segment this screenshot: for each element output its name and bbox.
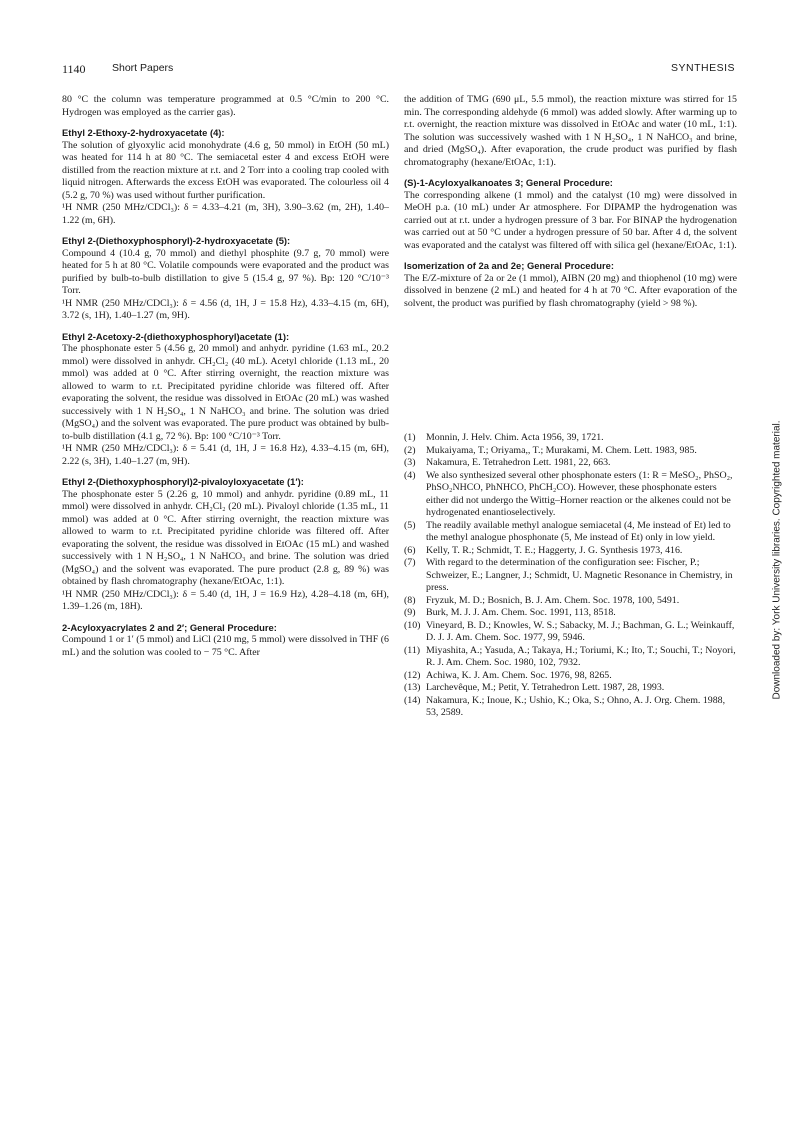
reference-text: The readily available methyl analogue semiacetal (4, Me instead of Et) led to the methyl analogue phosphonate (5, Me instead of Et) only in low yield.: [426, 519, 731, 543]
section-heading-acyloxyacrylates: 2-Acyloxyacrylates 2 and 2′; General Procedure:: [62, 621, 277, 633]
reference-item: [404, 445, 737, 458]
section-body-acyloxyalkanoates: The corresponding alkene (1 mmol) and the catalyst (10 mg) were dissolved in MeOH p.a. (10 mL) under Ar atmosphere. For DIPAMP the hydrogenation was carried out at r.t. under a hydrogen pressure of 3 bar. For BINAP the hydrogenation was carried out at 50 °C under a hydrogen pressure of 50 bar. After 4 d, the solvent was evaporated and the catalyst was filtered off with silica gel (hexane/EtOAc, 1:1).: [404, 189, 737, 251]
reference-number: (7): [404, 557, 416, 568]
download-notice-text: Downloaded by: York University libraries. Copyrighted material.: [771, 420, 783, 700]
section-body-compound-1-prime: The phosphonate ester 5 (2.26 g, 10 mmol) and anhydr. pyridine (0.89 mL, 11 mmol) were dissolved in anhydr. CH₂Cl₂ (20 mL). Pivaloyl chloride (1.35 mL, 11 mmol) was added at 0 °C. After stirring overnight, the reaction mixture was allowed to warm to r.t. Precipitated pyridine chloride was filtered off. After evaporating the solvent, the residue was dissolved in EtOAc (15 mL) and washed successively with 1 N H₂SO₄, 1 N NaHCO₃ and brine. The solution was dried (MgSO₄) and the solvent was evaporated. The pure product (2.8 g, 89 %) was obtained by flash chromatography (hexane/EtOAc, 1:1).: [62, 488, 389, 587]
reference-item: [404, 607, 737, 620]
right-column: [404, 94, 737, 310]
reference-text: Larchevêque, M.; Petit, Y. Tetrahedron Lett. 1987, 28, 1993.: [426, 682, 665, 693]
reference-number: (11): [404, 644, 421, 656]
reference-text: Burk, M. J. J. Am. Chem. Soc. 1991, 113, 8518.: [426, 607, 616, 618]
reference-item: [404, 470, 737, 520]
nmr-data-compound-1-prime: ¹H NMR (250 MHz/CDCl₃): δ = 5.40 (d, 1H, J = 16.9 Hz), 4.28–4.18 (m, 6H), 1.39–1.26 (m, 18H).: [62, 588, 389, 612]
reference-item: [404, 520, 737, 545]
intro-paragraph: 80 °C the column was temperature programmed at 0.5 °C/min to 200 °C. Hydrogen was employed as the carrier gas).: [62, 94, 389, 118]
references-list: [404, 432, 737, 720]
section-body-compound-4: The solution of glyoxylic acid monohydrate (4.6 g, 50 mmol) in EtOH (50 mL) was heated for 114 h at 80 °C. The semiacetal ester 4 and excess EtOH were distilled from the reaction mixture at r.t. and 2 Torr into a cooling trap cooled with liquid nitrogen. Afterwards the excess EtOH was evaporated. The colourless oil 4 (5.2 g, 70 %) was used without further purification.: [62, 139, 389, 201]
reference-item: [404, 595, 737, 608]
reference-text: Achiwa, K. J. Am. Chem. Soc. 1976, 98, 8265.: [426, 669, 612, 681]
reference-number: (9): [404, 607, 416, 618]
reference-number: (1): [404, 432, 416, 443]
section-heading-isomerization: Isomerization of 2a and 2e; General Procedure:: [404, 260, 614, 271]
section-body-acyloxyacrylates: Compound 1 or 1′ (5 mmol) and LiCl (210 mg, 5 mmol) were dissolved in THF (6 mL) and the solution was cooled to − 75 °C. After: [62, 634, 389, 658]
reference-item: [404, 620, 737, 645]
reference-number: (8): [404, 594, 416, 606]
reference-text: With regard to the determination of the configuration see: Fischer, P.; Schweizer, E.; Langner, J.; Schmidt, U. Magnetic Resonance in Chemistry, in press.: [426, 557, 733, 593]
reference-number: (14): [404, 694, 421, 706]
reference-item: [404, 670, 737, 683]
nmr-data-compound-4: ¹H NMR (250 MHz/CDCl₃): δ = 4.33–4.21 (m, 3H), 3.90–3.62 (m, 2H), 1.40–1.22 (m, 6H).: [62, 202, 389, 226]
reference-text: Fryzuk, M. D.; Bosnich, B. J. Am. Chem. Soc. 1978, 100, 5491.: [426, 594, 680, 606]
reference-number: (10): [404, 619, 421, 631]
reference-item: [404, 545, 737, 558]
reference-number: (12): [404, 669, 421, 681]
reference-text: Vineyard, B. D.; Knowles, W. S.; Sabacky, M. J.; Bachman, G. L.; Weinkauff, D. J. J. Am. Chem. Soc. 1977, 99, 5946.: [426, 619, 735, 643]
reference-item: [404, 457, 737, 470]
reference-item: [404, 432, 737, 445]
reference-text: Nakamura, E. Tetrahedron Lett. 1981, 22, 663.: [426, 457, 611, 468]
nmr-data-compound-5: ¹H NMR (250 MHz/CDCl₃): δ = 4.56 (d, 1H, J = 15.8 Hz), 4.33–4.15 (m, 6H), 3.72 (s, 1H), 1.40–1.27 (m, 9H).: [62, 297, 389, 321]
reference-text: Monnin, J. Helv. Chim. Acta 1956, 39, 1721.: [426, 432, 604, 443]
reference-text: Mukaiyama, T.; Oriyama,, T.; Murakami, M. Chem. Lett. 1983, 985.: [426, 444, 697, 456]
reference-text: Kelly, T. R.; Schmidt, T. E.; Haggerty, J. G. Synthesis 1973, 416.: [426, 544, 683, 556]
section-heading-compound-5: Ethyl 2-(Diethoxyphosphoryl)-2-hydroxyacetate (5):: [62, 235, 291, 246]
continuation-paragraph: the addition of TMG (690 μL, 5.5 mmol), the reaction mixture was stirred for 15 min. The corresponding aldehyde (6 mmol) was added slowly. After warming up to r.t. overnight, the reaction mixture was dissolved in EtOAc and water (10 mL, 1:1). The solution was successively washed with 1 N H₂SO₄, 1 N NaHCO₃ and brine, and dried (MgSO₄). After evaporation, the crude product was purified by flash chromatography (hexane/EtOAc, 1:1).: [404, 94, 737, 168]
section-heading-compound-1: Ethyl 2-Acetoxy-2-(diethoxyphosphoryl)acetate (1):: [62, 330, 290, 342]
nmr-data-compound-1: ¹H NMR (250 MHz/CDCl₃): δ = 5.41 (d, 1H, J = 16.8 Hz), 4.33–4.15 (m, 6H), 2.22 (s, 3H), 1.40–1.27 (m, 9H).: [62, 443, 389, 467]
section-heading-acyloxyalkanoates: (S)-1-Acyloxyalkanoates 3; General Procedure:: [404, 177, 613, 188]
page-header: [62, 62, 735, 80]
reference-item: [404, 695, 737, 720]
section-heading-compound-4: Ethyl 2-Ethoxy-2-hydroxyacetate (4):: [62, 127, 225, 138]
section-body-compound-5: Compound 4 (10.4 g, 70 mmol) and diethyl phosphite (9.7 g, 70 mmol) were heated for 5 h at 80 °C. Volatile compounds were evaporated and the product was purified by bulb-to-bulb distillation to give 5 (15.4 g, 97 %). Bp: 120 °C/10⁻³ Torr.: [62, 247, 389, 296]
section-body-isomerization: The E/Z-mixture of 2a or 2e (1 mmol), AIBN (20 mg) and thiophenol (10 mg) were dissolved in benzene (2 mL) and heated for 4 h at 70 °C. After evaporation of the solvent, the product was purified by flash chromatography (yield > 98 %).: [404, 272, 737, 309]
reference-text: We also synthesized several other phosphonate esters (1: R = MeSO₂, PhSO₂, PhSO₂NHCO, PhNHCO, PhCH₂CO). However, these phosphonate esters either did not undergo the Wittig–Horner reaction or the alkenes could not be hydrogenated enantioselectively.: [426, 469, 733, 518]
reference-item: [404, 682, 737, 695]
reference-text: Miyashita, A.; Yasuda, A.; Takaya, H.; Toriumi, K.; Ito, T.; Souchi, T.; Noyori, R. J. Am. Chem. Soc. 1980, 102, 7932.: [426, 644, 736, 668]
page-number: 1140: [62, 62, 86, 76]
journal-name: SYNTHESIS: [670, 62, 735, 74]
reference-item: [404, 557, 737, 595]
reference-number: (2): [404, 444, 416, 456]
reference-number: (6): [404, 544, 416, 556]
reference-text: Nakamura, K.; Inoue, K.; Ushio, K.; Oka, S.; Ohno, A. J. Org. Chem. 1988, 53, 2589.: [426, 694, 726, 718]
section-body-compound-1: The phosphonate ester 5 (4.56 g, 20 mmol) and anhydr. pyridine (1.63 mL, 20.2 mmol) were dissolved in anhydr. CH₂Cl₂ (40 mL). Acetyl chloride (1.13 mL, 20 mmol) was added at 0 °C. After stirring overnight, the reaction mixture was allowed to warm to r.t. Precipitated pyridine chloride was filtered off. After evaporating the solvent, the residue was dissolved in EtOAc (20 mL) was washed successively with 1 N H₂SO₄, 1 N NaHCO₃ and brine. The solution was dried (MgSO₄) and the solvent was evaporated. The pure product was obtained by bulb-to-bulb distillation (4.1 g, 72 %). Bp: 100 °C/10⁻³ Torr.: [62, 343, 389, 442]
reference-number: (5): [404, 519, 416, 531]
reference-item: [404, 645, 737, 670]
section-heading-compound-1-prime: Ethyl 2-(Diethoxyphosphoryl)2-pivaloyloxyacetate (1′):: [62, 476, 304, 487]
reference-number: (13): [404, 682, 421, 693]
reference-number: (4): [404, 469, 416, 481]
left-column: [62, 94, 389, 659]
reference-number: (3): [404, 457, 416, 468]
running-title: Short Papers: [112, 62, 174, 74]
